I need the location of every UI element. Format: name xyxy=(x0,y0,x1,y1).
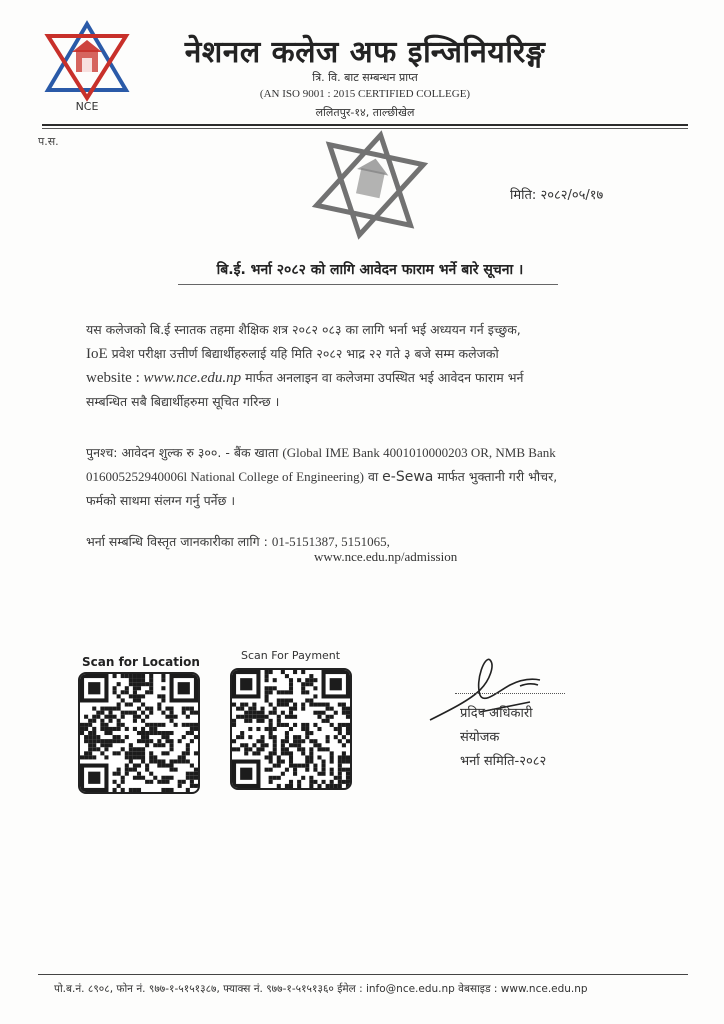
bank-details: (Global IME Bank 4001010000203 OR, NMB Bank xyxy=(282,445,556,460)
signer-name: प्रदिप अधिकारी xyxy=(460,706,533,721)
qr-location-label: Scan for Location xyxy=(82,655,200,669)
paragraph-line: यस कलेजको बि.ई स्नातक तहमा शैक्षिक शत्र २०८२ ०८३ का लागि भर्ना भई अध्ययन गर्न इच्छुक, xyxy=(86,322,521,337)
paragraph-line: भर्ना सम्बन्धि विस्तृत जानकारीका लागि : 01-5151387, 5151065, xyxy=(86,534,390,549)
qr-code-icon xyxy=(232,670,350,788)
qr-code-icon xyxy=(80,674,198,792)
notice-title: बि.ई. भर्ना २०८२ को लागि आवेदन फाराम भर्ने बारे सूचना । xyxy=(216,262,524,278)
qr-payment-label: Scan For Payment xyxy=(241,649,341,662)
paragraph-line: सम्बन्धित सबै बिद्यार्थीहरुमा सूचित गरिन्छ । xyxy=(86,394,280,409)
admission-url[interactable]: www.nce.edu.np/admission xyxy=(314,549,458,564)
college-stamp xyxy=(300,130,440,240)
paragraph-line: पुनश्च: आवेदन शुल्क रु ३००. - बैंक खाता (Global IME Bank 4001010000203 OR, NMB Bank xyxy=(86,445,556,460)
college-address: ललितपुर-१४, ताल्छीखेल xyxy=(315,106,415,119)
affiliation-text: त्रि. वि. बाट सम्बन्धन प्राप्त xyxy=(312,71,418,84)
iso-certification: (AN ISO 9001 : 2015 CERTIFIED COLLEGE) xyxy=(259,88,471,100)
paragraph-line: website : www.nce.edu.np मार्फत अनलाइन वा कलेजमा उपस्थित भई आवेदन फाराम भर्न xyxy=(86,370,524,386)
signer-committee: भर्ना समिति-२०८२ xyxy=(460,754,547,769)
date-label: मिति: xyxy=(510,188,537,203)
signer-role: संयोजक xyxy=(460,730,500,745)
footer-divider xyxy=(38,974,688,975)
location-qr-code[interactable] xyxy=(78,672,200,794)
notice-date xyxy=(510,185,603,203)
esewa-text: e-Sewa xyxy=(382,469,434,485)
header-divider xyxy=(42,124,688,126)
payment-qr-code[interactable] xyxy=(230,668,352,790)
date-value: २०८२/०५/१७ xyxy=(540,188,604,203)
footer-contact: पो.ब.नं. ८९०८, फोन नं. ९७७-१-५१५१३८७, फ्याक्स नं. ९७७-१-५१५१३६० ईमेल : info@nce.edu.np वेबसाइड : www.nce.edu.np xyxy=(54,983,588,995)
bank-account: 016005252940006l National College of Engineering) xyxy=(86,469,365,484)
header-divider-thin xyxy=(42,128,688,129)
stamp-star-icon xyxy=(300,130,440,240)
logo-caption: NCE xyxy=(75,100,99,113)
reference-number: प.स. xyxy=(38,135,59,148)
signer-block xyxy=(460,702,546,774)
title-underline xyxy=(178,284,558,285)
college-logo xyxy=(42,20,132,120)
paragraph-line: फर्मको साथमा संलग्न गर्नु पर्नेछ । xyxy=(86,493,236,508)
signature-line xyxy=(455,693,565,694)
website-link[interactable]: www.nce.edu.np xyxy=(143,370,242,386)
logo-star-icon xyxy=(42,20,132,102)
phone-numbers: 01-5151387, 5151065, xyxy=(271,534,390,549)
notice-paragraph-2 xyxy=(86,441,666,513)
paragraph-line: IoE प्रवेश परीक्षा उत्तीर्ण बिद्यार्थीहरुलाई यहि मिति २०८२ भाद्र २२ गते ३ बजे सम्म कलेजको xyxy=(86,346,499,362)
college-name: नेशनल कलेज अफ इन्जिनियरिङ्ग xyxy=(184,35,546,70)
paragraph-line: 016005252940006l National College of Engineering) वा e-Sewa मार्फत भुक्तानी गरी भौचर, xyxy=(86,469,558,485)
notice-paragraph-1 xyxy=(86,318,666,414)
